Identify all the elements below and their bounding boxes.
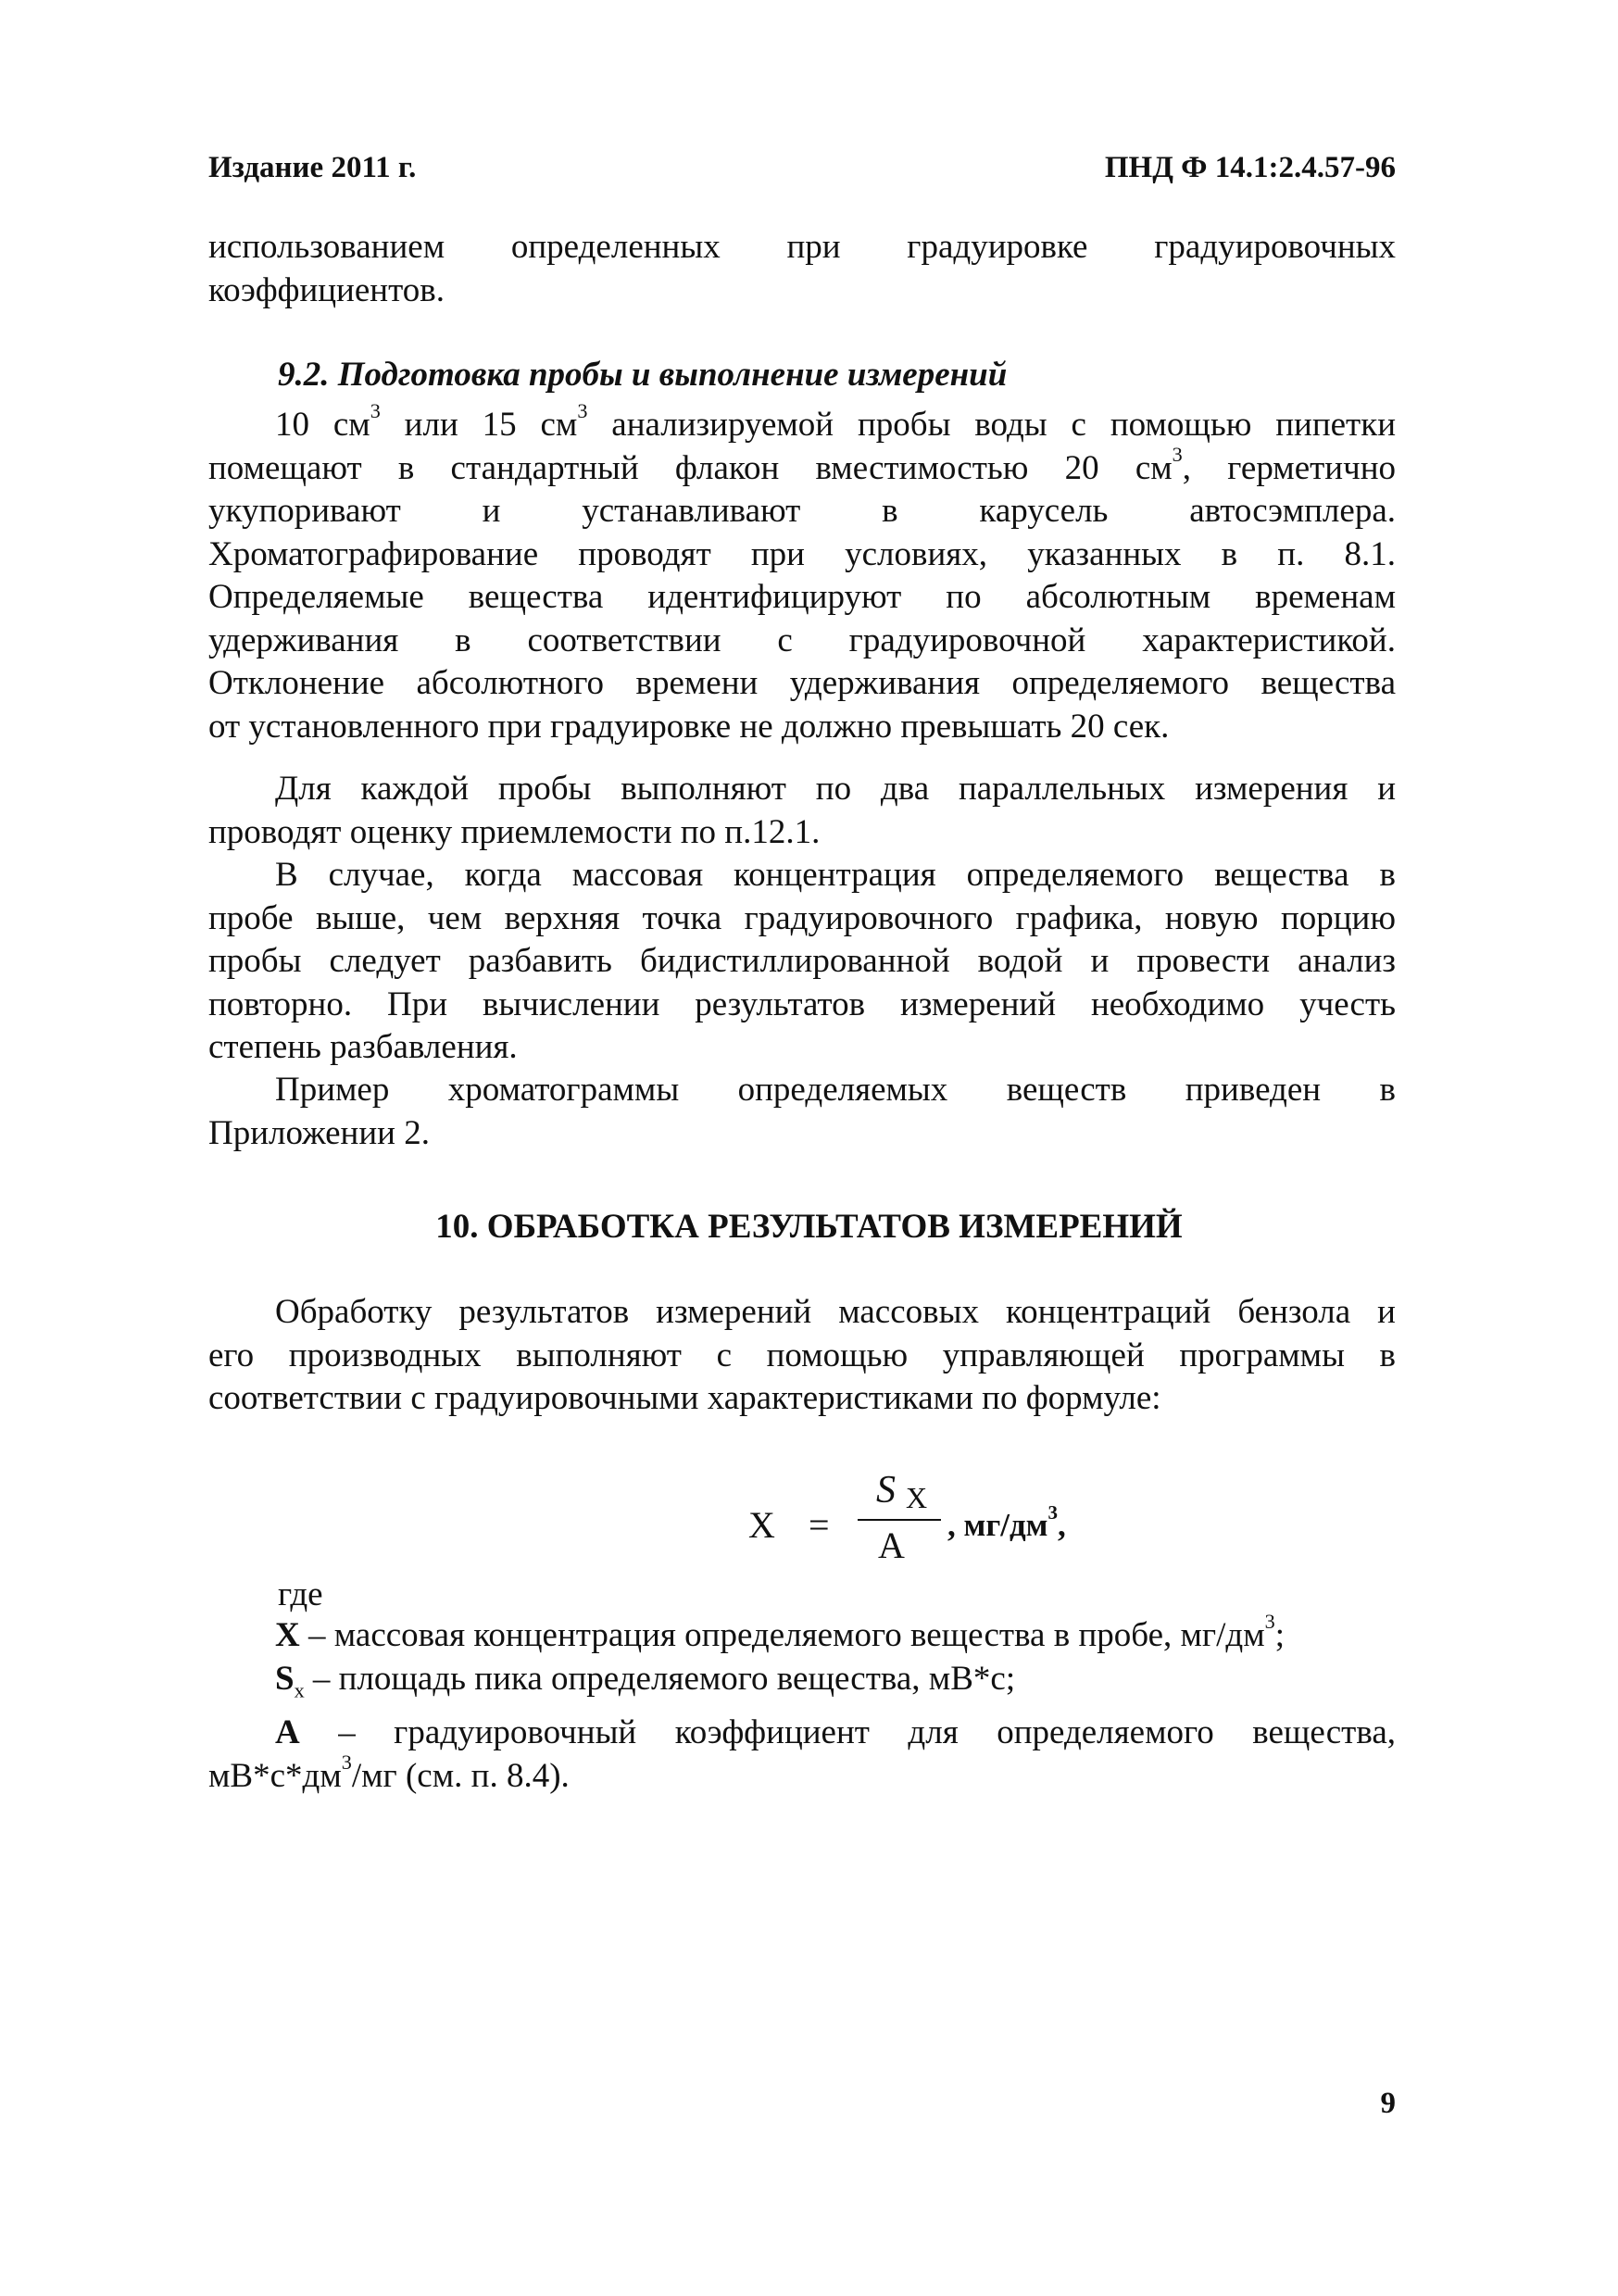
section-9-2-title: 9.2. Подготовка пробы и выполнение измерений xyxy=(278,356,1008,394)
text-line: Отклонение абсолютного времени удерживания определяемого вещества xyxy=(208,664,1396,702)
text-line: пробе выше, чем верхняя точка градуировочного графика, новую порцию xyxy=(208,898,1396,937)
formula-equals: = xyxy=(809,1504,830,1546)
text-line: В случае, когда массовая концентрация определяемого вещества в xyxy=(275,856,1396,894)
text-line: укупоривают и устанавливают в карусель автосэмплера. xyxy=(208,492,1396,530)
concentration-formula xyxy=(748,1468,1165,1579)
text-line: пробы следует разбавить бидистиллированной водой и провести анализ xyxy=(208,942,1396,980)
fraction-bar xyxy=(858,1519,941,1521)
text-line: Обработку результатов измерений массовых концентраций бензола и xyxy=(275,1293,1396,1331)
text-line: Хроматографирование проводят при условиях, указанных в п. 8.1. xyxy=(208,534,1396,573)
definition-a: А – градуировочный коэффициент для определяемого вещества, xyxy=(275,1713,1396,1752)
formula-numerator: S xyxy=(876,1469,896,1512)
section-10-paragraph xyxy=(208,1291,1396,1421)
definition-x: X – массовая концентрация определяемого вещества в пробе, $мг/дм^3$; xyxy=(275,1610,1285,1654)
text-line: соответствии с градуировочными характеристиками по формуле: xyxy=(208,1379,1161,1417)
section-9-2-paragraph-1 xyxy=(208,399,1396,748)
formula-unit: , $мг/дм^3$, xyxy=(947,1501,1066,1543)
edition-header: Издание 2011 г. xyxy=(208,151,417,184)
intro-paragraph xyxy=(208,226,1396,312)
text-line: использованием определенных при градуировке градуировочных xyxy=(208,228,1396,266)
text-line: Пример хроматограммы определяемых веществ приведен в xyxy=(275,1071,1396,1109)
text-line: Определяемые вещества идентифицируют по абсолютным временам xyxy=(208,578,1396,616)
definition-a-unit: $мВ*с*дм^3/мг$ (см. п. 8.4). xyxy=(208,1750,570,1795)
section-9-2-paragraph-4 xyxy=(208,1069,1396,1155)
text-line: проводят оценку приемлемости по п.12.1. xyxy=(208,812,821,851)
definition-s: $S_x$ – площадь пика определяемого вещества, мВ*с; xyxy=(275,1659,1016,1701)
text-line: Приложении 2. xyxy=(208,1113,430,1152)
formula-denominator: A xyxy=(878,1524,905,1566)
document-code-header: ПНД Ф 14.1:2.4.57-96 xyxy=(1104,151,1396,184)
page-number: 9 xyxy=(1380,2087,1396,2120)
formula-lhs: X xyxy=(748,1504,775,1546)
text-line: повторно. При вычислении результатов измерений необходимо учесть xyxy=(208,985,1396,1023)
formula-numerator-subscript: X xyxy=(906,1481,928,1514)
text-line: коэффициентов. xyxy=(208,270,445,309)
text-line: Для каждой пробы выполняют по два параллельных измерения и xyxy=(275,770,1396,808)
text-line: 10 $см^3$ или 15 $см^3$ анализируемой пробы воды с помощью пипетки xyxy=(275,399,1396,444)
variable-definitions xyxy=(208,1610,1396,1798)
text-line: помещают в стандартный флакон вместимостью 20 $см^3$, герметично xyxy=(208,442,1396,487)
section-10-title: 10. ОБРАБОТКА РЕЗУЛЬТАТОВ ИЗМЕРЕНИЙ xyxy=(435,1208,1183,1246)
text-line: степень разбавления. xyxy=(208,1028,518,1066)
text-line: от установленного при градуировке не должно превышать 20 сек. xyxy=(208,707,1170,746)
text-line: удерживания в соответствии с градуировочной характеристикой. xyxy=(208,621,1396,659)
text-line: его производных выполняют с помощью управляющей программы в xyxy=(208,1336,1396,1374)
section-9-2-paragraph-3 xyxy=(208,854,1396,1070)
where-label: где xyxy=(278,1575,323,1613)
section-9-2-paragraph-2 xyxy=(208,768,1396,854)
